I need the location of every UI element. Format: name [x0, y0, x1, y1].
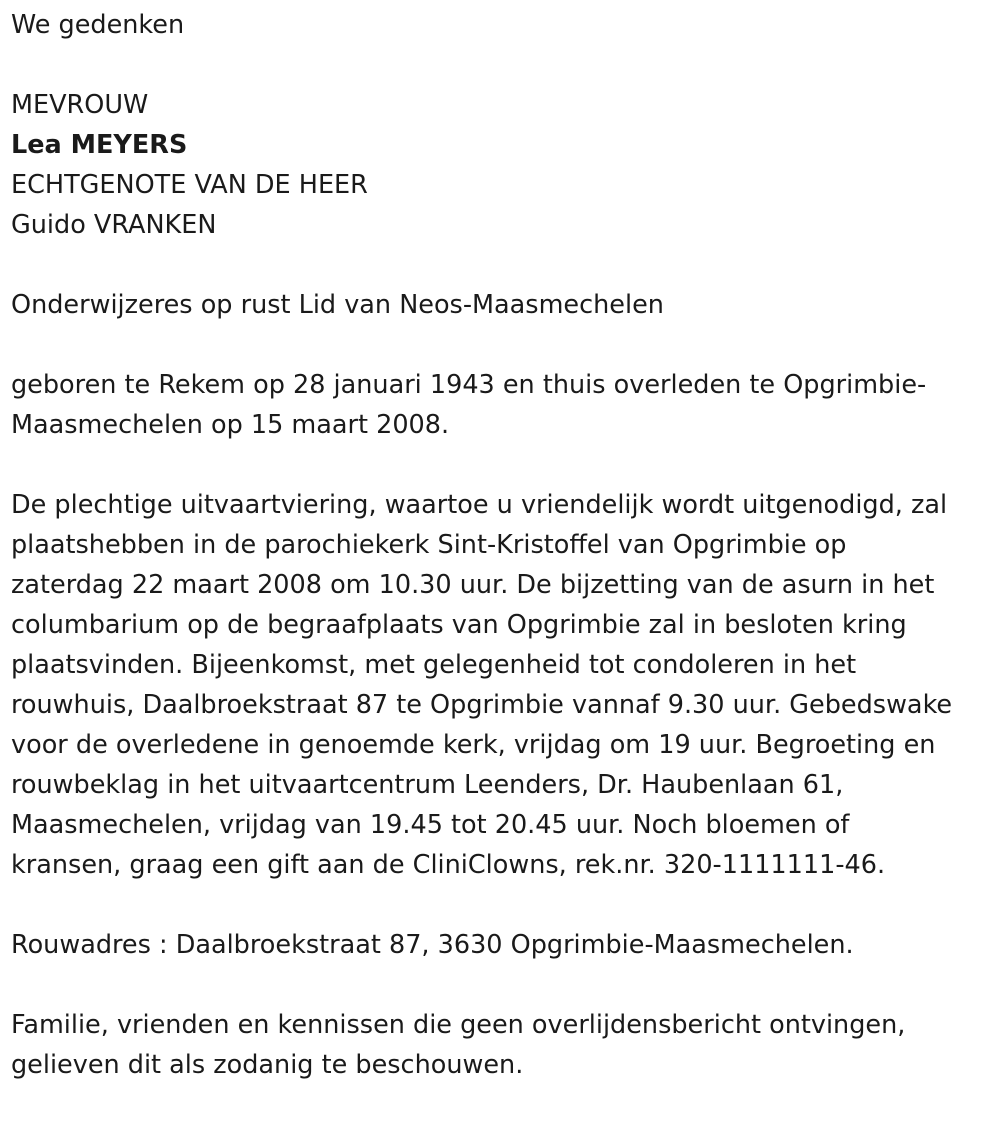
mourning-address: Rouwadres : Daalbroekstraat 87, 3630 Opgrimbie-Maasmechelen. [11, 930, 854, 960]
paragraph-line: Maasmechelen op 15 maart 2008. [11, 410, 450, 440]
paragraph-line: Familie, vrienden en kennissen die geen overlijdensbericht ontvingen, [11, 1010, 906, 1040]
paragraph-line: zaterdag 22 maart 2008 om 10.30 uur. De bijzetting van de asurn in het [11, 570, 935, 600]
paragraph-line: Maasmechelen, vrijdag van 19.45 tot 20.45 uur. Noch bloemen of [11, 810, 850, 840]
deceased-name: Lea MEYERS [11, 130, 188, 160]
spacer [11, 45, 990, 85]
paragraph-line: De plechtige uitvaartviering, waartoe u vriendelijk wordt uitgenodigd, zal [11, 490, 948, 520]
spacer [11, 965, 990, 1005]
spouse-name: Guido VRANKEN [11, 210, 217, 240]
paragraph-line: rouwbeklag in het uitvaartcentrum Leenders, Dr. Haubenlaan 61, [11, 770, 844, 800]
spacer [11, 245, 990, 285]
spacer [11, 325, 990, 365]
paragraph-line: plaatshebben in de parochiekerk Sint-Kristoffel van Opgrimbie op [11, 530, 847, 560]
paragraph-line: voor de overledene in genoemde kerk, vrijdag om 19 uur. Begroeting en [11, 730, 936, 760]
paragraph-line: plaatsvinden. Bijeenkomst, met gelegenheid tot condoleren in het [11, 650, 857, 680]
paragraph-line: kransen, graag een gift aan de CliniClowns, rek.nr. 320-1111111-46. [11, 850, 886, 880]
intro-text: We gedenken [11, 10, 185, 40]
occupation-text: Onderwijzeres op rust Lid van Neos-Maasmechelen [11, 290, 664, 320]
spacer [11, 445, 990, 485]
spacer [11, 885, 990, 925]
spouse-label: ECHTGENOTE VAN DE HEER [11, 170, 368, 200]
birth-death-paragraph [11, 365, 990, 445]
paragraph-line: columbarium op de begraafplaats van Opgrimbie zal in besloten kring [11, 610, 907, 640]
closing-paragraph [11, 1005, 990, 1085]
paragraph-line: rouwhuis, Daalbroekstraat 87 te Opgrimbie vannaf 9.30 uur. Gebedswake [11, 690, 953, 720]
paragraph-line: gelieven dit als zodanig te beschouwen. [11, 1050, 524, 1080]
funeral-details-paragraph [11, 485, 990, 885]
title-prefix: MEVROUW [11, 90, 149, 120]
paragraph-line: geboren te Rekem op 28 januari 1943 en thuis overleden te Opgrimbie- [11, 370, 927, 400]
